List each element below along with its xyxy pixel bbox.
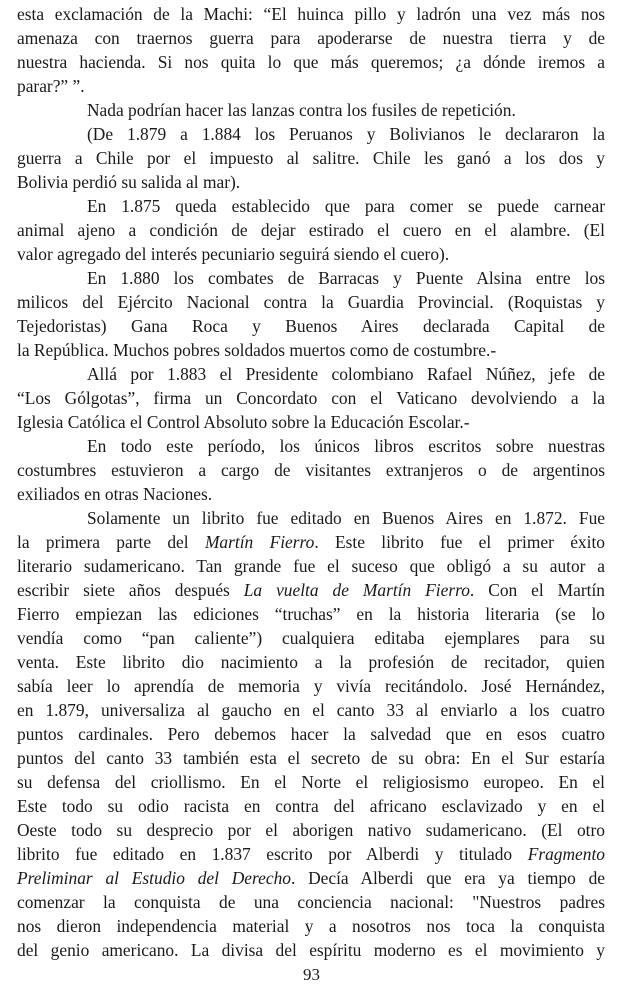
text-line: amenaza con traernos guerra para apoderarse de nuestra tierra y de [17,28,605,48]
text-line: valor agregado del interés pecuniario seguirá siendo el cuero). [17,244,450,264]
text-line: nos dieron independencia material y a nosotros nos toca la conquista [17,916,605,936]
italic-title: Preliminar al Estudio del Derecho [17,868,291,888]
text-line: venta. Este librito dio nacimiento a la profesión de recitador, quien [17,652,605,672]
text-line: costumbres estuvieron a cargo de visitantes extranjeros o de argentinos [17,460,605,480]
text-line: vendía como “pan caliente”) cualquiera editaba ejemplares para su [17,628,605,648]
text-line: literario sudamericano. Tan grande fue el suceso que obligó a su autor a [17,556,605,576]
text-line: Fierro empiezan las ediciones “truchas” en la historia literaria (se lo [17,604,605,624]
text-line: del genio americano. La divisa del espíritu moderno es el movimiento y [17,940,605,960]
text-line: En 1.875 queda establecido que para comer se puede carnear [87,196,605,216]
text-line: parar?” ”. [17,76,85,96]
text-line: puntos cardinales. Pero debemos hacer la salvedad que en esos cuatro [17,724,605,744]
text-line: (De 1.879 a 1.884 los Peruanos y Bolivianos le declararon la [87,124,605,144]
text-line: animal ajeno a condición de dejar estirado el cuero en el alambre. (El [17,220,605,240]
text-line [17,578,605,602]
text-run: . Con el Martín [469,580,605,600]
text-line: milicos del Ejército Nacional contra la Guardia Provincial. (Roquistas y [17,292,605,312]
text-run: . Este librito fue el primer éxito [314,532,605,552]
text-line: esta exclamación de la Machi: “El huinca pillo y ladrón una vez más nos [17,4,605,24]
text-line: puntos del canto 33 también esta el secreto de su obra: En el Sur estaría [17,748,605,768]
page-number: 93 [303,965,320,984]
italic-title: La vuelta de Martín Fierro [243,580,470,600]
text-line: Este todo su odio racista en contra del africano esclavizado y en el [17,796,605,816]
text-run: la primera parte del [17,532,205,552]
text-line: sabía leer lo aprendía de memoria y vivía recitándolo. José Hernández, [17,676,605,696]
italic-title: Martín Fierro [204,532,315,552]
text-line: Nada podrían hacer las lanzas contra los fusiles de repetición. [87,100,516,120]
document-body [17,2,605,962]
text-line: En todo este período, los únicos libros escritos sobre nuestras [87,436,605,456]
text-line: la República. Muchos pobres soldados muertos como de costumbre.- [17,340,497,360]
text-line: Iglesia Católica el Control Absoluto sobre la Educación Escolar.- [17,412,470,432]
text-line [17,530,605,554]
text-line: Oeste todo su desprecio por el aborigen nativo sudamericano. (El otro [17,820,605,840]
italic-title: Fragmento [527,844,605,864]
text-run: librito fue editado en 1.837 escrito por Alberdi y titulado [17,844,528,864]
text-line: en 1.879, universaliza al gaucho en el canto 33 al enviarlo a los cuatro [17,700,605,720]
text-line: En 1.880 los combates de Barracas y Puente Alsina entre los [87,268,605,288]
text-line: Tejedoristas) Gana Roca y Buenos Aires declarada Capital de [17,316,605,336]
text-run: escribir siete años después [17,580,244,600]
text-line: “Los Gólgotas”, firma un Concordato con el Vaticano devolviendo a la [17,388,605,408]
text-run: . Decía Alberdi que era ya tiempo de [290,868,605,888]
text-line: su defensa del criollismo. En el Norte el religiosismo europeo. En el [17,772,605,792]
text-line: Bolivia perdió su salida al mar). [17,172,241,192]
text-line: comenzar la conquista de una conciencia nacional: "Nuestros padres [17,892,605,912]
text-line: Allá por 1.883 el Presidente colombiano Rafael Núñez, jefe de [87,364,605,384]
text-line: guerra a Chile por el impuesto al salitre. Chile les ganó a los dos y [17,148,605,168]
text-line [17,842,605,866]
text-line [17,866,605,890]
text-line: nuestra hacienda. Si nos quita lo que más queremos; ¿a dónde iremos a [17,52,605,72]
text-line: exiliados en otras Naciones. [17,484,213,504]
text-line: Solamente un librito fue editado en Buenos Aires en 1.872. Fue [87,508,605,528]
